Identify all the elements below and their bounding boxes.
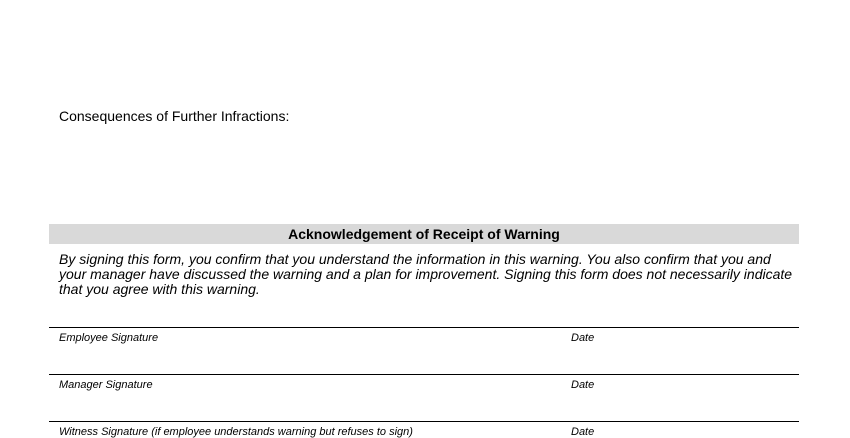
employee-date-label: Date [571, 332, 595, 344]
witness-date-label: Date [571, 426, 595, 438]
witness-signature-label: Witness Signature (if employee understands warning but refuses to sign) [59, 426, 413, 438]
manager-date-label: Date [571, 379, 595, 391]
witness-signature-line[interactable] [49, 421, 799, 422]
employee-signature-line[interactable] [49, 327, 799, 328]
consequences-label: Consequences of Further Infractions: [59, 108, 290, 124]
employee-signature-label: Employee Signature [59, 332, 159, 344]
manager-signature-label: Manager Signature [59, 379, 153, 391]
acknowledgement-text: By signing this form, you confirm that you understand the information in this warning. You also confirm that you and your manager have discussed the warning and a plan for improvement. Signing this form does not necessarily indicate that you agree with this warning. [59, 251, 793, 297]
acknowledgement-title: Acknowledgement of Receipt of Warning [288, 226, 560, 242]
acknowledgement-header [49, 224, 799, 244]
manager-signature-line[interactable] [49, 374, 799, 375]
